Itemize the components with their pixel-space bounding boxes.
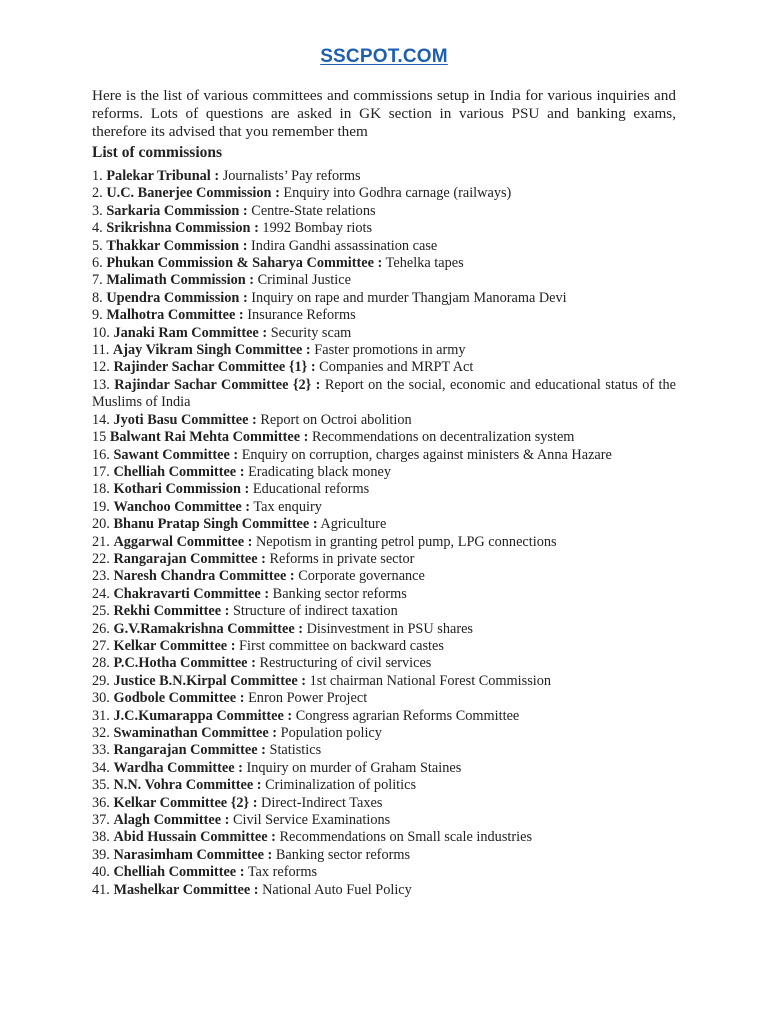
item-name: Justice B.N.Kirpal Committee : — [113, 672, 307, 689]
item-name: P.C.Hotha Committee : — [113, 655, 256, 672]
item-description: Enron Power Project — [248, 690, 368, 707]
item-number: 22. — [92, 550, 110, 567]
item-description: Civil Service Examinations — [232, 812, 391, 829]
list-item — [92, 377, 676, 412]
item-number: 28. — [92, 655, 110, 672]
site-title-link[interactable]: SSCPOT.COM — [320, 46, 448, 67]
item-name: Upendra Commission : — [106, 289, 248, 306]
list-item — [92, 795, 676, 812]
item-name: N.N. Vohra Committee : — [113, 777, 262, 794]
list-item — [92, 359, 676, 376]
item-name: Chelliah Committee : — [113, 864, 245, 881]
item-description: 1992 Bombay riots — [262, 220, 373, 237]
item-number: 32. — [92, 725, 110, 741]
list-item — [92, 725, 676, 742]
item-number: 9. — [92, 307, 103, 324]
list-item — [92, 220, 676, 237]
item-number: 5. — [92, 237, 103, 254]
item-number: 27. — [92, 637, 110, 654]
item-name: Narasimham Committee : — [113, 846, 273, 863]
item-number: 35. — [92, 777, 110, 794]
item-number: 3. — [92, 202, 103, 219]
list-item — [92, 847, 676, 864]
item-description: National Auto Fuel Policy — [262, 881, 412, 898]
item-name: Rajindar Sachar Committee {2} : — [114, 376, 321, 393]
item-name: Chakravarti Committee : — [113, 585, 270, 602]
item-description: Tax reforms — [247, 864, 318, 881]
item-number: 14. — [92, 411, 110, 428]
item-description: Direct-Indirect Taxes — [261, 794, 383, 811]
item-description: Reforms in private sector — [269, 550, 415, 567]
item-description: Tehelka tapes — [385, 255, 464, 272]
item-description: Nepotism in granting petrol pump, LPG connections — [255, 533, 557, 550]
item-number: 20. — [92, 516, 110, 533]
item-description: Journalists’ Pay reforms — [222, 168, 361, 184]
list-item — [92, 864, 676, 881]
item-number: 8. — [92, 289, 103, 306]
list-item — [92, 185, 676, 202]
item-number: 31. — [92, 707, 110, 724]
item-description: Eradicating black money — [248, 463, 391, 480]
item-number: 33. — [92, 742, 110, 759]
item-description: Inquiry on murder of Graham Staines — [246, 759, 462, 776]
list-item — [92, 673, 676, 690]
commission-list — [92, 168, 676, 899]
item-description: Report on the social, economic and educational status of the Muslims of India — [92, 376, 676, 411]
item-name: Jyoti Basu Committee : — [113, 411, 257, 428]
item-description: Corporate governance — [298, 568, 425, 585]
item-name: Palekar Tribunal : — [106, 168, 220, 184]
item-name: Kothari Commission : — [113, 481, 250, 498]
item-number: 18. — [92, 481, 110, 498]
item-number: 41. — [92, 881, 110, 898]
list-item — [92, 568, 676, 585]
item-name: Kelkar Committee : — [113, 637, 236, 654]
item-name: G.V.Ramakrishna Committee : — [113, 620, 304, 637]
list-item — [92, 742, 676, 759]
item-description: Banking sector reforms — [275, 846, 411, 863]
item-number: 38. — [92, 829, 110, 846]
item-name: Wanchoo Committee : — [113, 498, 251, 515]
item-number: 36. — [92, 794, 110, 811]
item-name: Abid Hussain Committee : — [113, 829, 276, 846]
item-name: Sawant Committee : — [113, 446, 239, 463]
item-name: Malimath Commission : — [106, 272, 255, 289]
item-number: 11. — [92, 342, 110, 359]
item-name: Rangarajan Committee : — [113, 550, 266, 567]
list-item — [92, 638, 676, 655]
list-item — [92, 690, 676, 707]
intro-paragraph: Here is the list of various committees and commissions setup in India for various inquiries and reforms. Lots of questions are asked in GK section in various PSU and banking exams, therefore its advised that you remember them — [92, 87, 676, 141]
list-item — [92, 481, 676, 498]
list-item — [92, 238, 676, 255]
item-description: Insurance Reforms — [247, 307, 356, 324]
item-name: Rekhi Committee : — [113, 603, 230, 620]
list-item — [92, 777, 676, 794]
item-description: Agriculture — [320, 516, 387, 533]
item-description: Statistics — [269, 742, 322, 759]
item-description: Faster promotions in army — [314, 342, 466, 359]
item-name: Janaki Ram Committee : — [113, 324, 268, 341]
item-description: Recommendations on decentralization system — [311, 429, 575, 446]
item-name: Thakkar Commission : — [106, 237, 248, 254]
item-number: 10. — [92, 324, 110, 341]
item-description: Enquiry into Godhra carnage (railways) — [283, 185, 512, 202]
item-number: 24. — [92, 585, 110, 602]
item-description: Criminal Justice — [257, 272, 351, 289]
item-number: 19. — [92, 498, 110, 515]
list-item — [92, 760, 676, 777]
item-name: Chelliah Committee : — [113, 463, 245, 480]
list-item — [92, 516, 676, 533]
list-item — [92, 272, 676, 289]
item-name: Wardha Committee : — [113, 759, 243, 776]
item-number: 21. — [92, 533, 110, 550]
item-name: Aggarwal Committee : — [113, 533, 253, 550]
item-number: 12. — [92, 359, 110, 376]
item-number: 40. — [92, 864, 110, 881]
item-description: Indira Gandhi assassination case — [251, 237, 438, 254]
item-name: U.C. Banerjee Commission : — [106, 185, 280, 202]
item-number: 25. — [92, 603, 110, 620]
list-heading: List of commissions — [92, 144, 223, 161]
item-name: Sarkaria Commission : — [106, 202, 248, 219]
item-number: 1. — [92, 168, 103, 184]
list-item — [92, 168, 676, 185]
list-item — [92, 325, 676, 342]
item-name: Rangarajan Committee : — [113, 742, 266, 759]
item-name: Srikrishna Commission : — [106, 220, 259, 237]
item-number: 16. — [92, 446, 110, 463]
list-item — [92, 307, 676, 324]
item-description: Security scam — [270, 324, 352, 341]
list-item — [92, 812, 676, 829]
list-item — [92, 655, 676, 672]
item-name: Ajay Vikram Singh Committee : — [112, 342, 311, 359]
item-name: Bhanu Pratap Singh Committee : — [113, 516, 318, 533]
item-description: Companies and MRPT Act — [319, 359, 474, 376]
item-number: 4. — [92, 220, 103, 237]
item-number: 37. — [92, 812, 110, 829]
item-name: Malhotra Committee : — [106, 307, 244, 324]
item-number: 2. — [92, 185, 103, 202]
item-description: Tax enquiry — [253, 498, 322, 515]
item-description: Recommendations on Small scale industries — [279, 829, 533, 846]
list-item — [92, 499, 676, 516]
item-description: 1st chairman National Forest Commission — [309, 672, 552, 689]
item-description: Criminalization of politics — [265, 777, 417, 794]
item-number: 7. — [92, 272, 103, 289]
list-item — [92, 534, 676, 551]
item-description: Restructuring of civil services — [259, 655, 432, 672]
item-description: First committee on backward castes — [239, 637, 444, 654]
item-description: Banking sector reforms — [272, 585, 407, 602]
list-item — [92, 464, 676, 481]
item-number: 23. — [92, 568, 110, 585]
list-item — [92, 342, 676, 359]
list-item — [92, 621, 676, 638]
item-name: Balwant Rai Mehta Committee : — [109, 429, 309, 446]
item-number: 15 — [92, 429, 107, 446]
list-item — [92, 290, 676, 307]
item-description: Congress agrarian Reforms Committee — [295, 707, 520, 724]
item-number: 30. — [92, 690, 110, 707]
item-name: Godbole Committee : — [113, 690, 245, 707]
item-name: J.C.Kumarappa Committee : — [113, 707, 293, 724]
item-name: Alagh Committee : — [113, 812, 230, 829]
item-description: Population policy — [280, 725, 382, 741]
item-name: Mashelkar Committee : — [113, 881, 259, 898]
list-item — [92, 447, 676, 464]
item-name: Kelkar Committee {2} : — [113, 794, 258, 811]
list-item — [92, 882, 676, 899]
list-item — [92, 551, 676, 568]
item-number: 26. — [92, 620, 110, 637]
item-name: Phukan Commission & Saharya Committee : — [106, 255, 383, 272]
item-name: Naresh Chandra Committee : — [113, 568, 295, 585]
item-description: Enquiry on corruption, charges against ministers & Anna Hazare — [241, 446, 612, 463]
list-item — [92, 412, 676, 429]
item-name: Rajinder Sachar Committee {1} : — [113, 359, 316, 376]
list-item — [92, 203, 676, 220]
item-name: Swaminathan Committee : — [113, 725, 278, 741]
item-description: Report on Octroi abolition — [260, 411, 412, 428]
item-number: 17. — [92, 463, 110, 480]
item-number: 34. — [92, 759, 110, 776]
item-number: 6. — [92, 255, 103, 272]
item-number: 29. — [92, 672, 110, 689]
item-description: Inquiry on rape and murder Thangjam Manorama Devi — [251, 289, 567, 306]
item-description: Educational reforms — [252, 481, 370, 498]
list-item — [92, 429, 676, 446]
list-item — [92, 603, 676, 620]
item-description: Disinvestment in PSU shares — [306, 620, 473, 637]
list-item — [92, 586, 676, 603]
item-number: 13. — [92, 376, 110, 393]
list-item — [92, 829, 676, 846]
list-item — [92, 708, 676, 725]
item-description: Centre-State relations — [251, 202, 376, 219]
list-item — [92, 255, 676, 272]
item-description: Structure of indirect taxation — [232, 603, 398, 620]
item-number: 39. — [92, 846, 110, 863]
